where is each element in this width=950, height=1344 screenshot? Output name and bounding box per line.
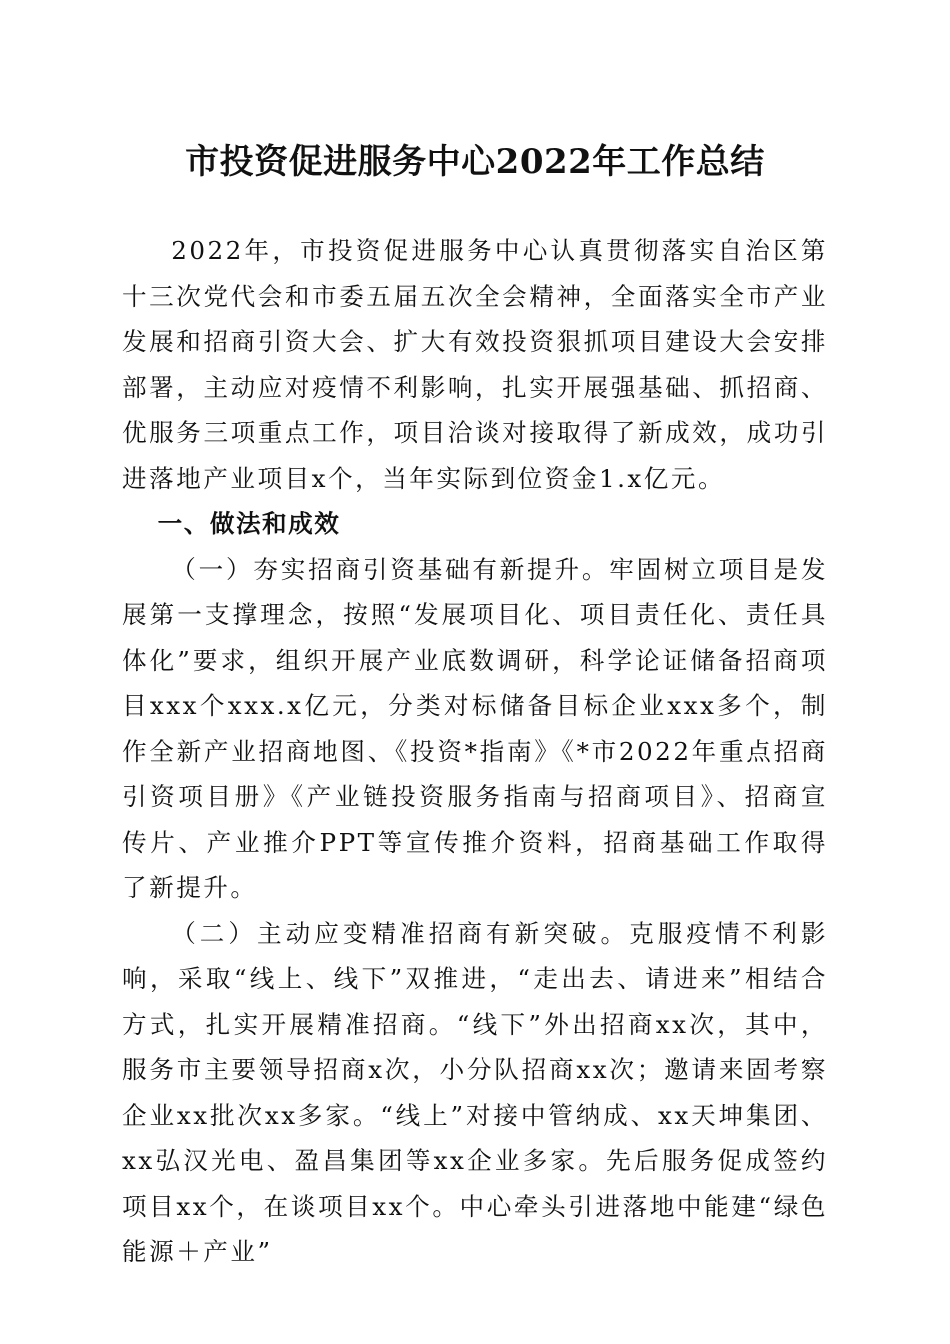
document-body xyxy=(122,228,828,1275)
item-text-1: 牢固树立项目是发展第一支撑理念，按照“发展项目化、项目责任化、责任具体化”要求，组织开展产业底数调研，科学论证储备招商项目xxx个xxx.x亿元，分类对标储备目标企业xxx多个，制作全新产业招商地图、《投资*指南》《*市2022年重点招商引资项目册》《产业链投资服务指南与招商项目》、招商宣传片、产业推介PPT等宣传推介资料，招商基础工作取得了新提升。 xyxy=(122,554,828,902)
intro-paragraph: 2022年，市投资促进服务中心认真贯彻落实自治区第十三次党代会和市委五届五次全会精神，全面落实全市产业发展和招商引资大会、扩大有效投资狠抓项目建设大会安排部署，主动应对疫情不利影响，扎实开展强基础、抓招商、优服务三项重点工作，项目洽谈对接取得了新成效，成功引进落地产业项目x个，当年实际到位资金1.x亿元。 xyxy=(122,236,828,493)
item-paragraph-1 xyxy=(122,547,828,911)
section-heading: 一、做法和成效 xyxy=(157,509,341,538)
item-text-2: 克服疫情不利影响，采取“线上、线下”双推进，“走出去、请进来”相结合方式，扎实开展精准招商。“线下”外出招商xx次，其中，服务市主要领导招商x次，小分队招商xx次；邀请来固考察企业xx批次xx多家。“线上”对接中管纳成、xx天坤集团、xx弘汉光电、盈昌集团等xx企业多家。先后服务促成签约项目xx个，在谈项目xx个。中心牵头引进落地中能建“绿色能源＋产业” xyxy=(122,918,828,1266)
document-title: 市投资促进服务中心2022年工作总结 xyxy=(185,142,765,182)
item-paragraph-2 xyxy=(122,911,828,1275)
item-lead-1: （一）夯实招商引资基础有新提升。 xyxy=(171,554,610,584)
item-lead-2: （二）主动应变精准招商有新突破。 xyxy=(171,918,630,948)
